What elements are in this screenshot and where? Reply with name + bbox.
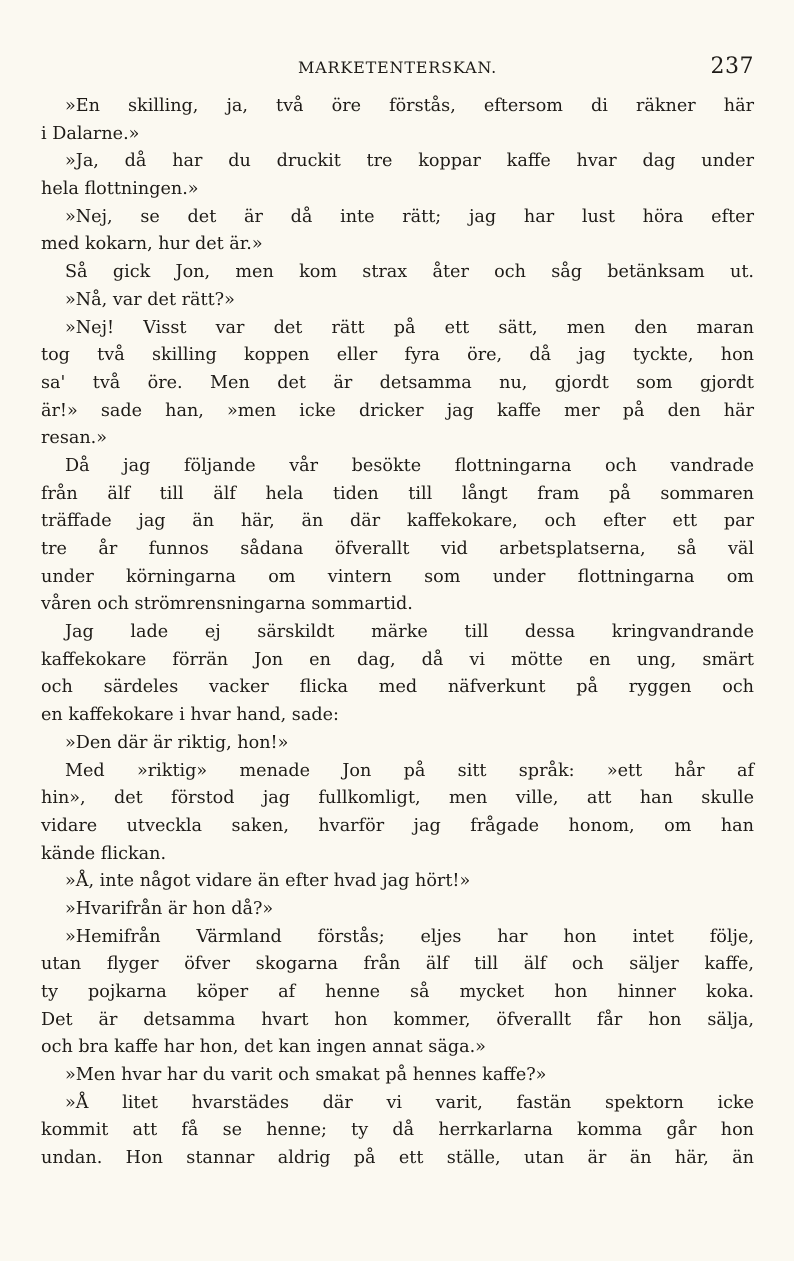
text-line: Med »riktig» menade Jon på sitt språk: »ett hår af <box>65 760 754 781</box>
text-line: från älf till älf hela tiden till långt fram på sommaren <box>41 483 754 504</box>
text-line: i Dalarne.» <box>41 123 140 144</box>
page-number: 237 <box>710 54 754 79</box>
text-line: sa' två öre. Men det är detsamma nu, gjordt som gjordt <box>41 372 754 393</box>
text-line: träffade jag än här, än där kaffekokare, och efter ett par <box>41 511 754 532</box>
text-line: ty pojkarna köper af henne så mycket hon hinner koka. <box>41 982 754 1002</box>
text-line: är!» sade han, »men icke dricker jag kaffe mer på den här <box>41 400 754 421</box>
page-title: MARKETENTERSKAN. <box>297 58 498 77</box>
text-line: »Nå, var det rätt?» <box>65 289 235 310</box>
text-line: »En skilling, ja, två öre förstås, eftersom di räkner här <box>65 96 754 116</box>
text-line: en kaffekokare i hvar hand, sade: <box>41 705 339 726</box>
text-line: kände flickan. <box>41 843 167 864</box>
text-line: »Hemifrån Värmland förstås; eljes har hon intet följe, <box>65 926 754 947</box>
text-line: hela flottningen.» <box>41 179 199 200</box>
text-line: resan.» <box>41 428 108 449</box>
text-line: kommit att få se henne; ty då herrkarlarna komma går hon <box>41 1120 754 1141</box>
text-line: under körningarna om vintern som under flottningarna om <box>41 566 754 587</box>
text-line: »Hvarifrån är hon då?» <box>65 898 274 919</box>
text-line: kaffekokare förrän Jon en dag, då vi mötte en ung, smärt <box>41 649 754 670</box>
text-line: undan. Hon stannar aldrig på ett ställe, utan är än här, än <box>41 1148 754 1169</box>
text-line: och bra kaffe har hon, det kan ingen annat säga.» <box>41 1037 486 1058</box>
text-line: »Men hvar har du varit och smakat på hennes kaffe?» <box>65 1065 547 1086</box>
text-line: »Nej, se det är då inte rätt; jag har lust höra efter <box>65 206 754 227</box>
text-line: Jag lade ej särskildt märke till dessa kringvandrande <box>65 622 754 643</box>
text-line: utan flyger öfver skogarna från älf till älf och säljer kaffe, <box>41 954 754 975</box>
body-text <box>41 93 754 1173</box>
text-line: med kokarn, hur det är.» <box>41 234 263 255</box>
text-line: Då jag följande vår besökte flottningarna och vandrade <box>65 455 754 476</box>
text-line: Så gick Jon, men kom strax åter och såg betänksam ut. <box>65 262 754 283</box>
text-line: tre år funnos sådana öfverallt vid arbetsplatserna, så väl <box>41 539 754 559</box>
text-line: tog två skilling koppen eller fyra öre, då jag tyckte, hon <box>41 345 754 366</box>
text-line: vidare utveckla saken, hvarför jag frågade honom, om han <box>41 815 754 836</box>
text-line: »Å litet hvarstädes där vi varit, fastän spektorn icke <box>65 1092 754 1113</box>
text-line: hin», det förstod jag fullkomligt, men ville, att han skulle <box>41 788 754 809</box>
running-header <box>41 56 754 80</box>
text-line: våren och strömrensningarna sommartid. <box>41 594 413 615</box>
text-line: »Nej! Visst var det rätt på ett sätt, men den maran <box>65 317 754 338</box>
text-line: »Å, inte något vidare än efter hvad jag hört!» <box>65 871 471 892</box>
text-line: och särdeles vacker flicka med näfverkunt på ryggen och <box>41 677 754 698</box>
text-line: »Ja, då har du druckit tre koppar kaffe hvar dag under <box>65 151 754 172</box>
text-line: Det är detsamma hvart hon kommer, öfverallt får hon sälja, <box>41 1009 754 1030</box>
text-line: »Den där är riktig, hon!» <box>65 732 289 753</box>
